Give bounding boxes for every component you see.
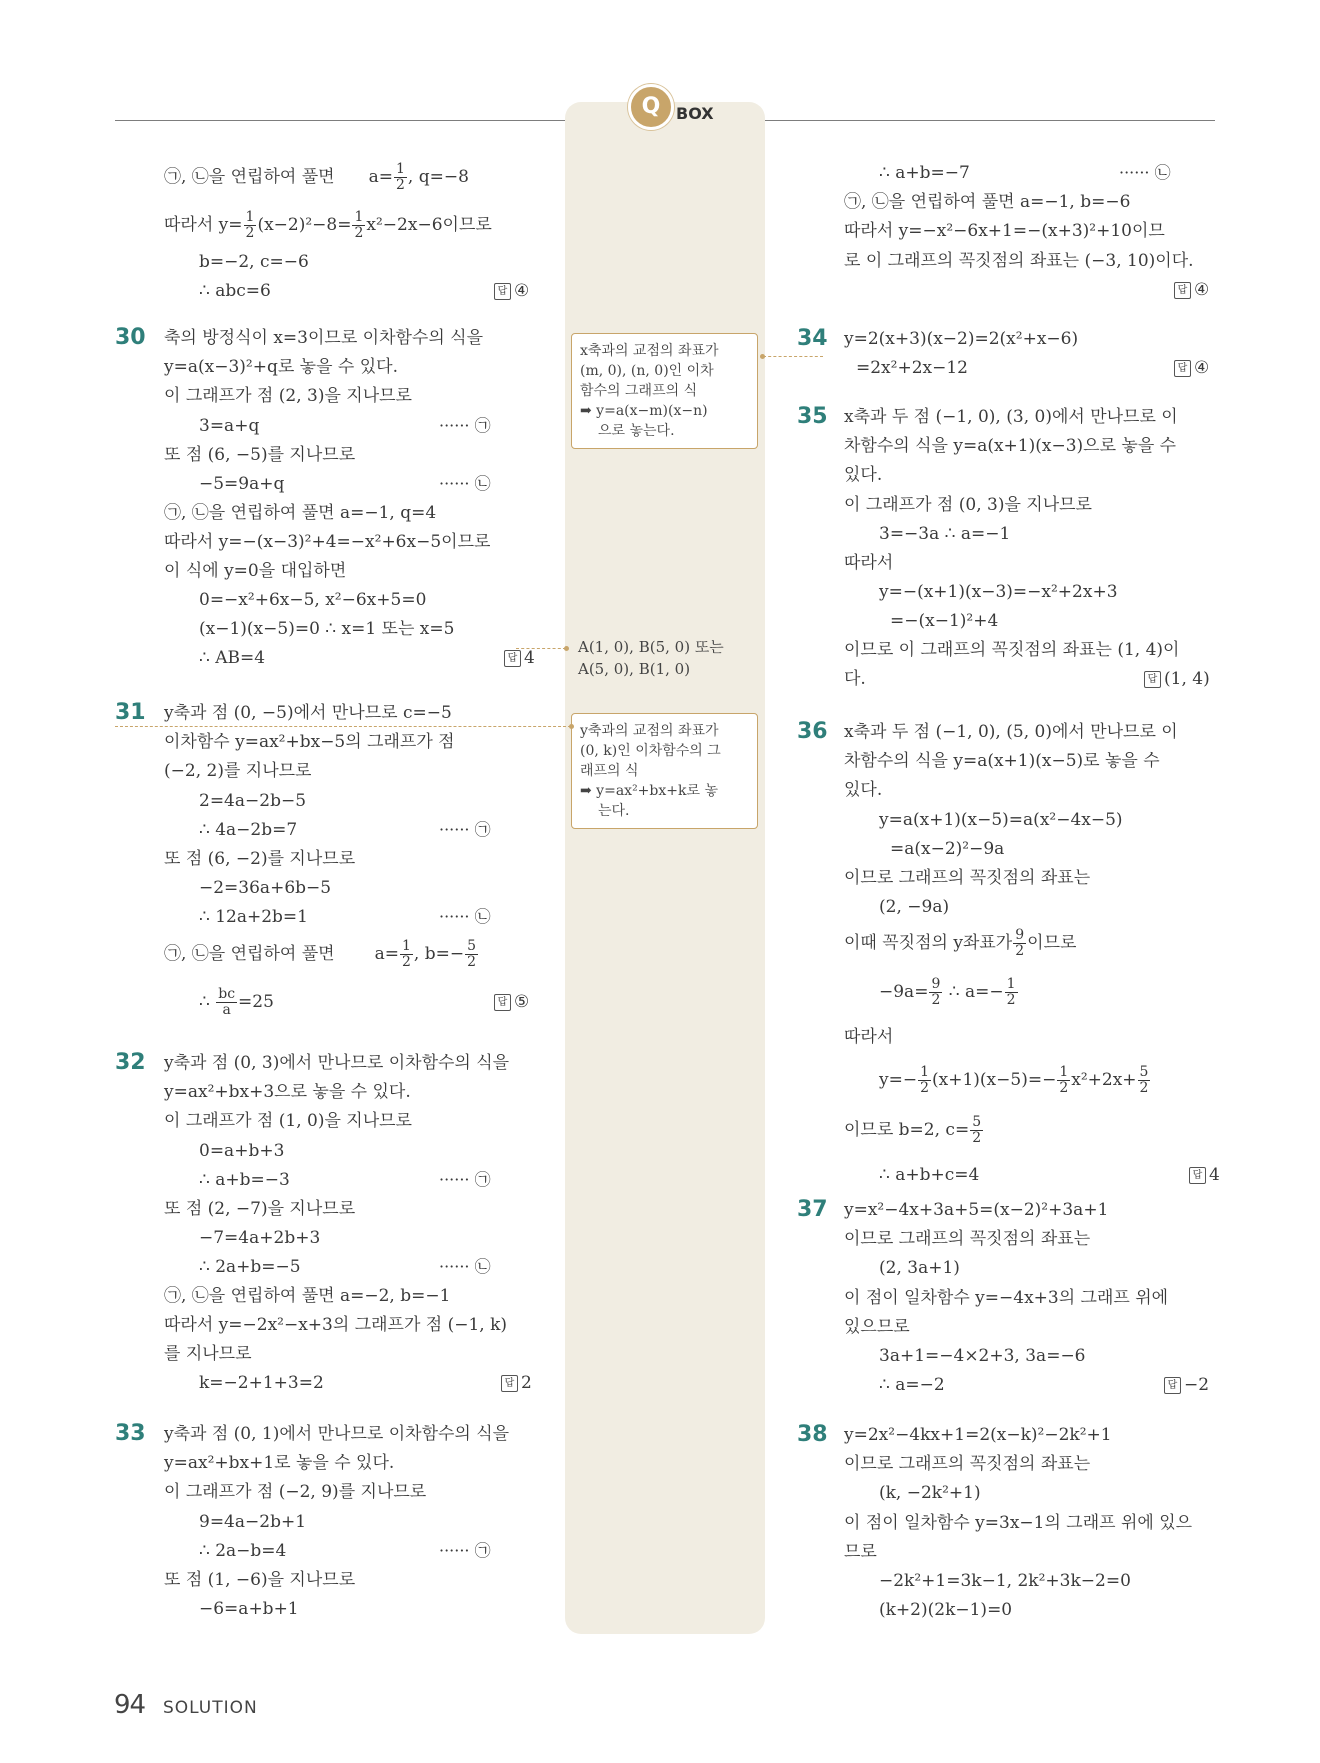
text-line: 이 그래프가 점 (1, 0)을 지나므로	[164, 1111, 412, 1131]
answer-icon: 답	[504, 650, 521, 667]
text-line: −5=9a+q	[199, 474, 285, 494]
text-line: =a(x−2)²−9a	[890, 839, 1005, 859]
fraction: $\frac{1}{2}$	[354, 209, 364, 241]
box-note-x-intercepts: x축과의 교점의 좌표가 (m, 0), (n, 0)인 이차 함수의 그래프의 식 ➡ y=a(x−m)(x−n) 으로 놓는다.	[571, 333, 758, 449]
text-line: y축과 점 (0, −5)에서 만나므로 c=−5	[164, 703, 452, 723]
text-line: 차함수의 식을 y=a(x+1)(x−5)로 놓을 수	[844, 751, 1160, 771]
text-line: y=a(x−3)²+q로 놓을 수 있다.	[164, 357, 398, 377]
text-line: 따라서 y=	[164, 215, 243, 235]
fraction: $\frac{1}{2}$	[920, 1064, 930, 1096]
text-line: 이므로 그래프의 꼭짓점의 좌표는	[844, 1229, 1091, 1249]
text-line: 따라서 y=−(x−3)²+4=−x²+6x−5이므로	[164, 532, 491, 552]
problem-number-33: 33	[115, 1421, 146, 1446]
answer-icon: 답	[1189, 1167, 1206, 1184]
answer: 답 4	[1189, 1163, 1220, 1187]
fraction: $\frac{5}{2}$	[1139, 1064, 1149, 1096]
problem-number-35: 35	[797, 404, 828, 429]
problem-number-34: 34	[797, 326, 828, 351]
text-line: 로 이 그래프의 꼭짓점의 좌표는 (−3, 10)이다.	[844, 251, 1194, 271]
text-line: 이 점이 일차함수 y=−4x+3의 그래프 위에	[844, 1288, 1169, 1308]
mark-2: ······ ㉡	[439, 474, 491, 493]
text-line: 이므로 이 그래프의 꼭짓점의 좌표는 (1, 4)이	[844, 640, 1180, 660]
answer: 답 2	[501, 1371, 532, 1395]
fraction: $\frac{1}{2}$	[1006, 976, 1016, 1008]
text-line: 므로	[844, 1542, 877, 1562]
text-line: −6=a+b+1	[199, 1599, 299, 1619]
text-line: 2=4a−2b−5	[199, 791, 307, 811]
text-line: ∴ a=−2	[879, 1375, 945, 1395]
text-line: 3a+1=−4×2+3, 3a=−6	[879, 1346, 1086, 1366]
text-line: (−2, 2)를 지나므로	[164, 761, 312, 781]
text-line: 이차함수 y=ax²+bx−5의 그래프가 점	[164, 732, 455, 752]
answer: 답 (1, 4)	[1144, 667, 1210, 691]
text-line: 이때 꼭짓점의 y좌표가	[844, 933, 1013, 953]
connector-line	[763, 356, 823, 357]
text-line: 따라서 y=−x²−6x+1=−(x+3)²+10이므	[844, 221, 1165, 241]
text-line: 이 그래프가 점 (2, 3)을 지나므로	[164, 386, 412, 406]
header-rule-left	[115, 120, 565, 121]
text-line: ㉠, ㉡을 연립하여 풀면	[164, 167, 335, 187]
text-line: ∴ a+b=−3	[199, 1170, 290, 1190]
answer: 답 ④	[1174, 356, 1209, 380]
mark-1: ······ ㉠	[439, 416, 491, 435]
text-line: y축과 점 (0, 3)에서 만나므로 이차함수의 식을	[164, 1053, 510, 1073]
text-line: b=−2, c=−6	[199, 252, 309, 272]
box-label: BOX	[676, 104, 714, 123]
text-line: ∴ 2a−b=4	[199, 1541, 287, 1561]
fraction: $\frac{9}{2}$	[931, 976, 941, 1008]
text-line: y=a(x+1)(x−5)=a(x²−4x−5)	[879, 810, 1123, 830]
text-line: 축의 방정식이 x=3이므로 이차함수의 식을	[164, 328, 484, 348]
problem-number-36: 36	[797, 719, 828, 744]
box-side-answer: A(1, 0), B(5, 0) 또는 A(5, 0), B(1, 0)	[578, 638, 724, 678]
text-line: (2, 3a+1)	[879, 1258, 960, 1278]
text-line: 이 식에 y=0을 대입하면	[164, 561, 347, 581]
text-line: ㉠, ㉡을 연립하여 풀면 a=−1, q=4	[164, 503, 437, 523]
fraction: $\frac{1}{2}$	[245, 209, 255, 241]
fraction: $\frac{bc}{a}$	[218, 986, 236, 1018]
text-line: 이므로 그래프의 꼭짓점의 좌표는	[844, 1454, 1091, 1474]
problem-number-32: 32	[115, 1050, 146, 1075]
problem-number-38: 38	[797, 1422, 828, 1447]
text-line: 또 점 (2, −7)을 지나므로	[164, 1199, 356, 1219]
fraction: $\frac{1}{2}$	[395, 161, 405, 193]
mark-1: ······ ㉠	[439, 1541, 491, 1560]
text-line: y=−(x+1)(x−3)=−x²+2x+3	[879, 582, 1118, 602]
text-line: =−(x−1)²+4	[890, 611, 999, 631]
text-line: 이 그래프가 점 (0, 3)을 지나므로	[844, 495, 1092, 515]
text-line: 따라서 y=−2x²−x+3의 그래프가 점 (−1, k)	[164, 1315, 508, 1335]
text-line: (k+2)(2k−1)=0	[879, 1600, 1013, 1620]
text-line: y=ax²+bx+1로 놓을 수 있다.	[164, 1453, 395, 1473]
text-line: −7=4a+2b+3	[199, 1228, 321, 1248]
text-line: 를 지나므로	[164, 1344, 252, 1364]
text-line: y=2x²−4kx+1=2(x−k)²−2k²+1	[844, 1425, 1112, 1445]
fraction: $\frac{5}{2}$	[972, 1114, 982, 1146]
connector-dot	[569, 724, 574, 729]
text-line: ∴ abc=6	[199, 281, 271, 301]
answer-icon: 답	[1174, 360, 1191, 377]
q-letter: Q	[641, 94, 661, 119]
mark-2: ······ ㉡	[1119, 163, 1171, 182]
text-line: =2x²+2x−12	[856, 358, 968, 378]
mark-2: ······ ㉡	[439, 1257, 491, 1276]
text-line: 따라서	[844, 1027, 894, 1047]
problem-number-37: 37	[797, 1197, 828, 1222]
problem-number-31: 31	[115, 700, 146, 725]
answer: 답 4	[504, 646, 535, 670]
text-line: y=x²−4x+3a+5=(x−2)²+3a+1	[844, 1200, 1109, 1220]
text-line: ∴ a+b=−7	[879, 163, 970, 183]
text-line: x축과 두 점 (−1, 0), (3, 0)에서 만나므로 이	[844, 407, 1178, 427]
text-line: ㉠, ㉡을 연립하여 풀면 a=−2, b=−1	[164, 1286, 451, 1306]
text-line: 있다.	[844, 465, 883, 485]
text-line: ∴ 2a+b=−5	[199, 1257, 301, 1277]
text-line: 있으므로	[844, 1317, 910, 1337]
text-line: 또 점 (1, −6)을 지나므로	[164, 1570, 356, 1590]
answer-icon: 답	[494, 283, 511, 300]
answer-icon: 답	[1174, 282, 1191, 299]
text-line: a=	[368, 167, 393, 187]
text-line: −2k²+1=3k−1, 2k²+3k−2=0	[879, 1571, 1131, 1591]
footer-label: SOLUTION	[163, 1698, 258, 1718]
text-line: k=−2+1+3=2	[199, 1373, 324, 1393]
problem-number-30: 30	[115, 325, 146, 350]
answer-icon: 답	[501, 1375, 518, 1392]
text-line: (x−1)(x−5)=0 ∴ x=1 또는 x=5	[199, 619, 455, 639]
answer: 답 ④	[494, 279, 529, 303]
mark-2: ······ ㉡	[439, 907, 491, 926]
text-line: ∴ AB=4	[199, 648, 266, 668]
text-line: 3=−3a ∴ a=−1	[879, 524, 1011, 544]
header-rule-right	[765, 120, 1215, 121]
text-line: y=ax²+bx+3으로 놓을 수 있다.	[164, 1082, 411, 1102]
text-line: ㉠, ㉡을 연립하여 풀면 a=−1, b=−6	[844, 192, 1131, 212]
text-line: 따라서	[844, 553, 894, 573]
text-line: 이므로 그래프의 꼭짓점의 좌표는	[844, 868, 1091, 888]
text-line: x축과 두 점 (−1, 0), (5, 0)에서 만나므로 이	[844, 722, 1178, 742]
text-line: 이 점이 일차함수 y=3x−1의 그래프 위에 있으	[844, 1513, 1193, 1533]
text-line: 3=a+q	[199, 416, 260, 436]
text-line: 0=−x²+6x−5, x²−6x+5=0	[199, 590, 427, 610]
fraction: $\frac{1}{2}$	[401, 938, 411, 970]
answer: 답 ④	[1174, 278, 1209, 302]
text-line: 0=a+b+3	[199, 1141, 285, 1161]
text-line: 또 점 (6, −5)를 지나므로	[164, 445, 356, 465]
text-line: 있다.	[844, 780, 883, 800]
text-line: 이 그래프가 점 (−2, 9)를 지나므로	[164, 1482, 427, 1502]
connector-dot	[564, 646, 569, 651]
fraction: $\frac{9}{2}$	[1015, 927, 1025, 959]
text-line: 또 점 (6, −2)를 지나므로	[164, 849, 356, 869]
mark-1: ······ ㉠	[439, 820, 491, 839]
qbox-column	[565, 102, 765, 1634]
text-line: ∴ a+b+c=4	[879, 1165, 980, 1185]
connector-line	[516, 648, 566, 649]
answer-icon: 답	[494, 994, 511, 1011]
answer-icon: 답	[1144, 671, 1161, 688]
text-line: (2, −9a)	[879, 897, 950, 917]
text-line: y=2(x+3)(x−2)=2(x²+x−6)	[844, 329, 1079, 349]
text-line: 차함수의 식을 y=a(x+1)(x−3)으로 놓을 수	[844, 436, 1177, 456]
text-line: ∴ 4a−2b=7	[199, 820, 298, 840]
connector-line	[115, 726, 571, 727]
text-line: ㉠, ㉡을 연립하여 풀면	[164, 944, 335, 964]
mark-1: ······ ㉠	[439, 1170, 491, 1189]
text-line: y축과 점 (0, 1)에서 만나므로 이차함수의 식을	[164, 1424, 510, 1444]
text-line: −2=36a+6b−5	[199, 878, 332, 898]
text-line: 9=4a−2b+1	[199, 1512, 307, 1532]
text-line: 다.	[844, 669, 866, 689]
answer-icon: 답	[1164, 1377, 1181, 1394]
fraction: $\frac{1}{2}$	[1059, 1064, 1069, 1096]
text-line: ∴ 12a+2b=1	[199, 907, 308, 927]
page-number: 94	[114, 1690, 146, 1720]
answer: 답 −2	[1164, 1373, 1209, 1397]
answer: 답 ⑤	[494, 990, 529, 1014]
text-line: (k, −2k²+1)	[879, 1483, 981, 1503]
q-badge-icon	[628, 84, 674, 130]
fraction: $\frac{5}{2}$	[467, 938, 476, 970]
box-note-y-intercept: y축과의 교점의 좌표가 (0, k)인 이차함수의 그 래프의 식 ➡ y=ax²+bx+k로 놓 는다.	[571, 713, 758, 829]
